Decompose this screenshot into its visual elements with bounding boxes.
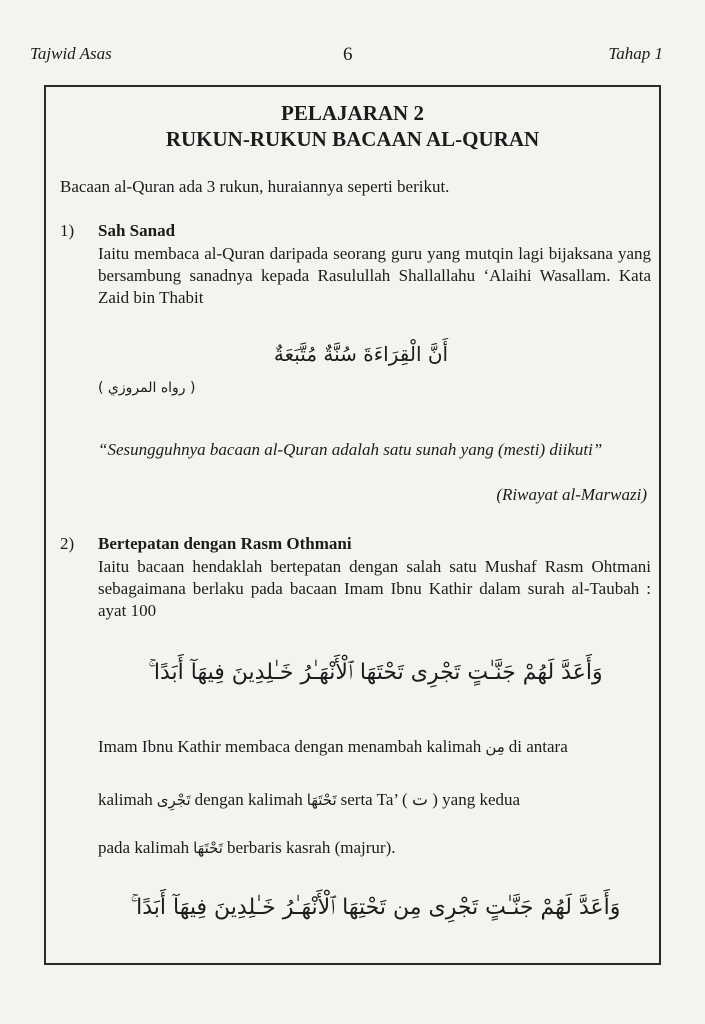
explanation-line-3 xyxy=(98,838,396,858)
section1-heading: Sah Sanad xyxy=(98,221,176,240)
hadith-source: (Riwayat al-Marwazi) xyxy=(496,485,647,504)
book-title: Tajwid Asas xyxy=(30,44,112,63)
arabic-hadith: أَنَّ الْقِرَاءَةَ سُنَّةٌ مُتَّبَعَةٌ xyxy=(273,342,449,366)
section1-number: 1) xyxy=(60,221,75,240)
hadith-translation: “Sesungguhnya bacaan al-Quran adalah satu sunah yang (mesti) diikuti” xyxy=(98,440,603,459)
lesson-box xyxy=(44,85,661,965)
explanation-text: pada kalimah xyxy=(98,838,190,857)
arabic-reference: ( رواه المروزي ) xyxy=(98,380,196,396)
explanation-text: dengan kalimah xyxy=(194,790,303,809)
lesson-subtitle: RUKUN-RUKUN BACAAN AL-QURAN xyxy=(165,127,540,151)
explanation-text: di antara xyxy=(508,737,568,756)
section1-body: Iaitu membaca al-Quran daripada seorang guru yang mutqin lagi bijaksana yang bersambung sanadnya kepada Rasulullah Shallallahu ‘Alaihi Wasallam. Kata Zaid bin Thabit xyxy=(98,244,651,307)
section2-heading: Bertepatan dengan Rasm Othmani xyxy=(98,534,352,553)
section2-number: 2) xyxy=(60,534,75,553)
page-header xyxy=(0,44,705,74)
arabic-word-tahtaha-2: تَحْتَهَا xyxy=(193,839,223,857)
explanation-text: kalimah xyxy=(98,790,153,809)
quran-verse-2: وَأَعَدَّ لَهُمْ جَنَّـٰتٍ تَجْرِى مِن تَحْتِهَا ٱلْأَنْهَـٰرُ خَـٰلِدِينَ فِيهَآ أَبَدًا ۚ xyxy=(130,895,621,920)
page-number: 6 xyxy=(343,44,353,65)
arabic-word-min: مِن xyxy=(485,738,505,756)
explanation-text: berbaris kasrah (majrur). xyxy=(226,838,396,857)
lesson-title: PELAJARAN 2 xyxy=(281,101,424,125)
level-label: Tahap 1 xyxy=(608,44,663,63)
arabic-word-tahtaha: تَحْتَهَا xyxy=(306,791,337,809)
explanation-text: Imam Ibnu Kathir membaca dengan menambah kalimah xyxy=(98,737,482,756)
quran-verse-1: وَأَعَدَّ لَهُمْ جَنَّـٰتٍ تَجْرِى تَحْتَهَا ٱلْأَنْهَـٰرُ خَـٰلِدِينَ فِيهَآ أَبَدًا ۚ xyxy=(148,660,603,685)
arabic-word-tajri: تَجْرِى xyxy=(156,791,191,809)
explanation-line-1 xyxy=(98,737,568,757)
explanation-text: serta Ta’ ( ت ) yang kedua xyxy=(340,790,521,809)
section2-body: Iaitu bacaan hendaklah bertepatan dengan salah satu Mushaf Rasm Ohtmani sebagaimana berlaku pada bacaan Imam Ibnu Kathir dalam surah al-Taubah : ayat 100 xyxy=(98,557,651,620)
lesson-intro: Bacaan al-Quran ada 3 rukun, huraiannya seperti berikut. xyxy=(60,177,450,196)
explanation-line-2 xyxy=(98,790,520,810)
